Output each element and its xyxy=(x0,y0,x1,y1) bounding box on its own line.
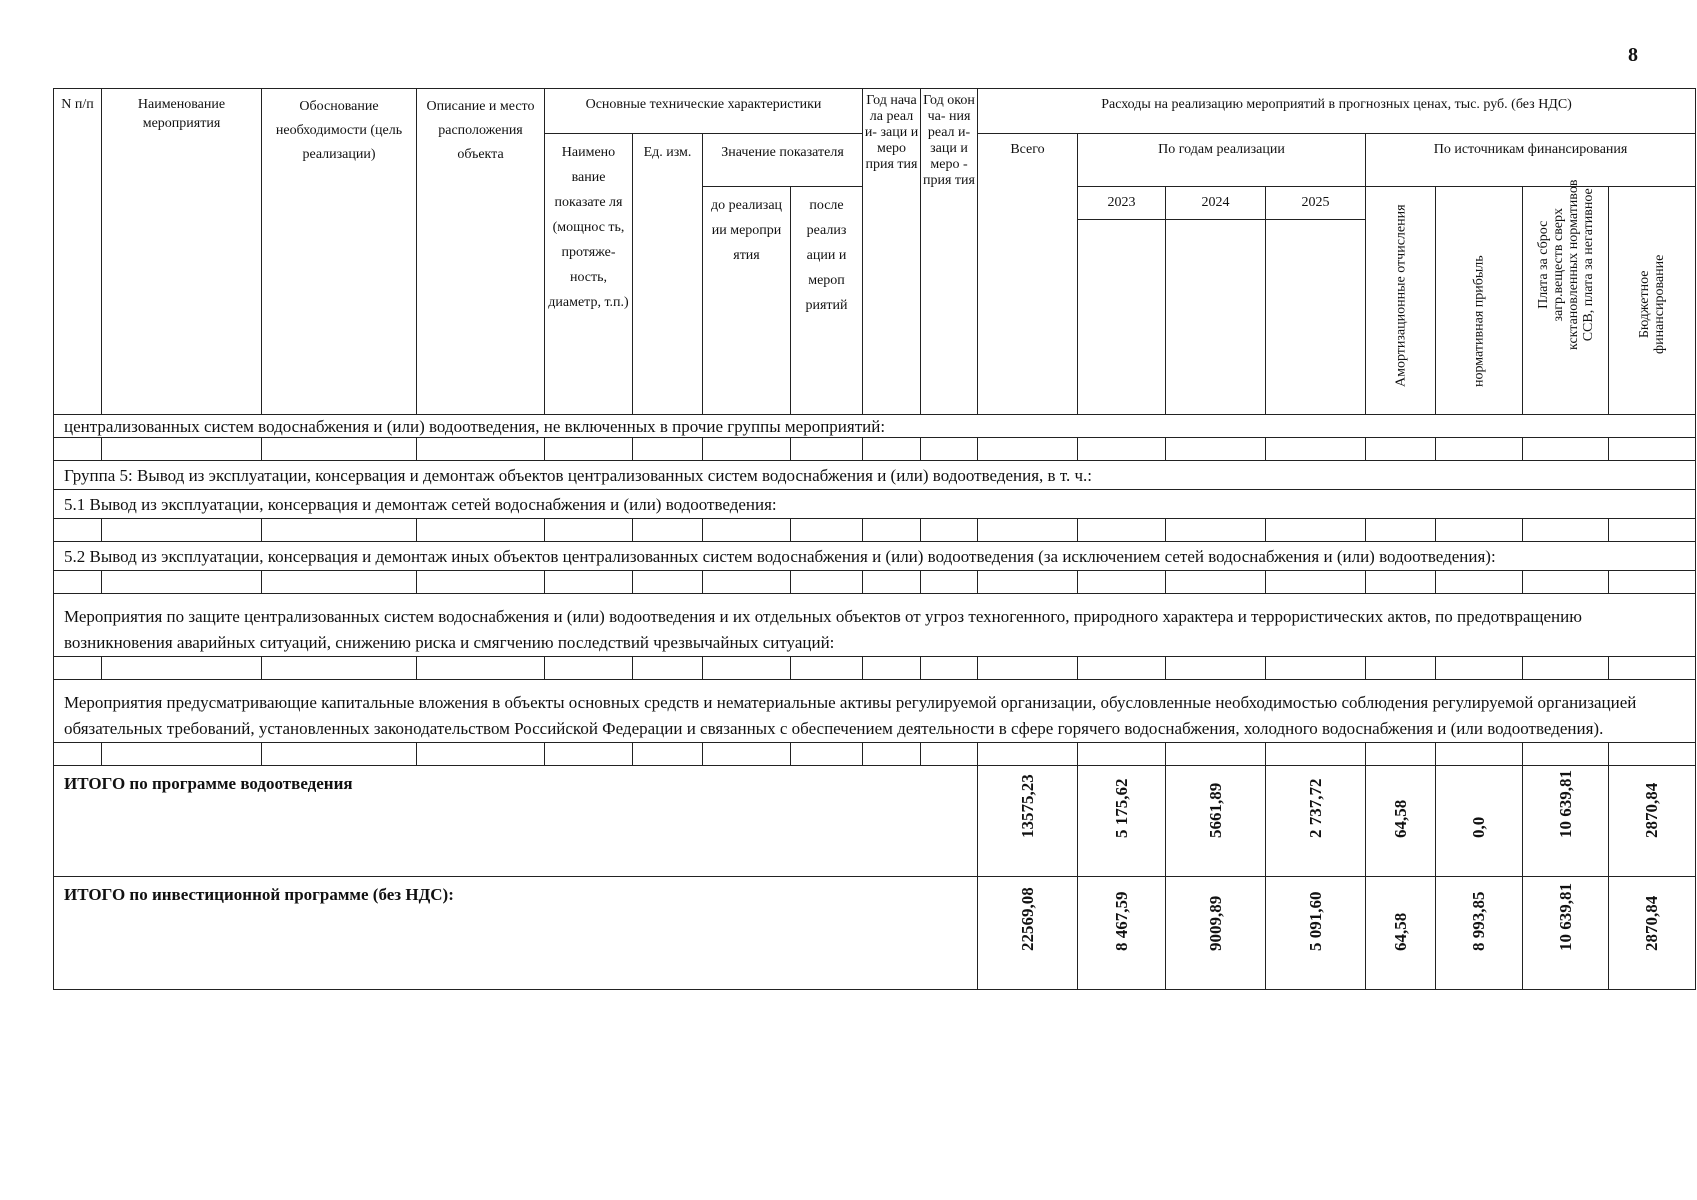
section-3-text: 5.1 Вывод из эксплуатации, консервация и демонтаж сетей водоснабжения и (или) водоотведения: xyxy=(54,490,1696,519)
col-tech-header: Основные технические характеристики xyxy=(545,89,863,134)
section-2-text: Группа 5: Вывод из эксплуатации, консервация и демонтаж объектов централизованных систем водоснабжения и (или) водоотведения, в т. ч.: xyxy=(54,461,1696,490)
total-investment-label: ИТОГО по инвестиционной программе (без НДС): xyxy=(54,877,978,990)
year-2023-header: 2023 xyxy=(1078,187,1166,220)
section-4-text: 5.2 Вывод из эксплуатации, консервация и демонтаж иных объектов централизованных систем водоснабжения и (или) водоотведения (за исключением сетей водоснабжения и (или) водоотведения): xyxy=(54,542,1696,571)
total-investment-2023: 8 467,59 xyxy=(1078,877,1166,990)
total-drainage-fee: 10 639,81 xyxy=(1523,766,1609,877)
investment-program-table-wrap xyxy=(53,88,1685,990)
col-desc-header: Описание и место расположения объекта xyxy=(417,89,545,415)
section-row-3 xyxy=(54,490,1696,519)
section-row-5 xyxy=(54,594,1696,657)
col-tech-name-header: Наимено вание показате ля (мощнос ть, протяже- ность, диаметр, т.п.) xyxy=(545,134,633,415)
year-2024-empty xyxy=(1166,220,1266,415)
empty-row xyxy=(54,519,1696,542)
total-investment-profit: 8 993,85 xyxy=(1436,877,1523,990)
total-investment-fee: 10 639,81 xyxy=(1523,877,1609,990)
src-amort-header: Амортизационные отчисления xyxy=(1366,187,1436,415)
page-number: 8 xyxy=(1628,44,1638,66)
col-tech-value-header: Значение показателя xyxy=(703,134,863,187)
col-after-header: после реализ ации и мероп риятий xyxy=(791,187,863,415)
year-2025-header: 2025 xyxy=(1266,187,1366,220)
section-row-6 xyxy=(54,680,1696,743)
total-investment-2025: 5 091,60 xyxy=(1266,877,1366,990)
total-drainage-label: ИТОГО по программе водоотведения xyxy=(54,766,978,877)
total-drainage-sum: 13575,23 xyxy=(978,766,1078,877)
total-drainage-2023: 5 175,62 xyxy=(1078,766,1166,877)
empty-row xyxy=(54,743,1696,766)
empty-row xyxy=(54,657,1696,680)
section-row-2 xyxy=(54,461,1696,490)
total-investment-amort: 64,58 xyxy=(1366,877,1436,990)
col-year-start-header: Год нача ла реал и- заци и меро прия тия xyxy=(863,89,921,415)
section-row-1 xyxy=(54,415,1696,438)
col-year-end-header: Год окон ча- ния реал и- заци и меро - прия тия xyxy=(921,89,978,415)
year-2025-empty xyxy=(1266,220,1366,415)
section-6-text: Мероприятия предусматривающие капитальные вложения в объекты основных средств и нематериальные активы регулируемой организации, обусловленные необходимостью соблюдения регулируемой организацией обязательных требований, установленных законодательством Российской Федерации и связанных с обеспечением деятельности в сфере горячего водоснабжения, холодного водоснабжения и (или водоотведения). xyxy=(54,680,1696,743)
col-costs-header: Расходы на реализацию мероприятий в прогнозных ценах, тыс. руб. (без НДС) xyxy=(978,89,1696,134)
empty-row xyxy=(54,571,1696,594)
year-2024-header: 2024 xyxy=(1166,187,1266,220)
total-drainage-2025: 2 737,72 xyxy=(1266,766,1366,877)
total-drainage-profit: 0,0 xyxy=(1436,766,1523,877)
col-before-header: до реализац ии меропри ятия xyxy=(703,187,791,415)
section-row-4 xyxy=(54,542,1696,571)
investment-program-table xyxy=(53,88,1696,990)
total-drainage-budget: 2870,84 xyxy=(1609,766,1696,877)
col-by-years-header: По годам реализации xyxy=(1078,134,1366,187)
section-5-text: Мероприятия по защите централизованных систем водоснабжения и (или) водоотведения и их отдельных объектов от угроз техногенного, природного характера и террористических актов, по предотвращению возникновения аварийных ситуаций, снижению риска и смягчению последствий чрезвычайных ситуаций: xyxy=(54,594,1696,657)
col-by-sources-header: По источникам финансирования xyxy=(1366,134,1696,187)
total-investment-sum: 22569,08 xyxy=(978,877,1078,990)
total-drainage-2024: 5661,89 xyxy=(1166,766,1266,877)
col-name-header: Наименование мероприятия xyxy=(102,89,262,415)
col-n-header: N п/п xyxy=(54,89,102,415)
col-reason-header: Обоснование необходимости (цель реализации) xyxy=(262,89,417,415)
src-profit-header: нормативная прибыль xyxy=(1436,187,1523,415)
total-row-drainage xyxy=(54,766,1696,877)
col-total-header: Всего xyxy=(978,134,1078,415)
total-drainage-amort: 64,58 xyxy=(1366,766,1436,877)
total-investment-budget: 2870,84 xyxy=(1609,877,1696,990)
total-investment-2024: 9009,89 xyxy=(1166,877,1266,990)
src-budget-header: Бюджетное финансирование xyxy=(1609,187,1696,415)
section-1-text: централизованных систем водоснабжения и (или) водоотведения, не включенных в прочие группы мероприятий: xyxy=(54,415,1696,438)
header-row-1 xyxy=(54,89,1696,134)
total-row-investment xyxy=(54,877,1696,990)
year-2023-empty xyxy=(1078,220,1166,415)
col-tech-unit-header: Ед. изм. xyxy=(633,134,703,415)
empty-row xyxy=(54,438,1696,461)
src-fee-header: Плата за сброс загр.веществ сверх ксктановленных нормативов ССВ, плата за негативное xyxy=(1523,187,1609,415)
